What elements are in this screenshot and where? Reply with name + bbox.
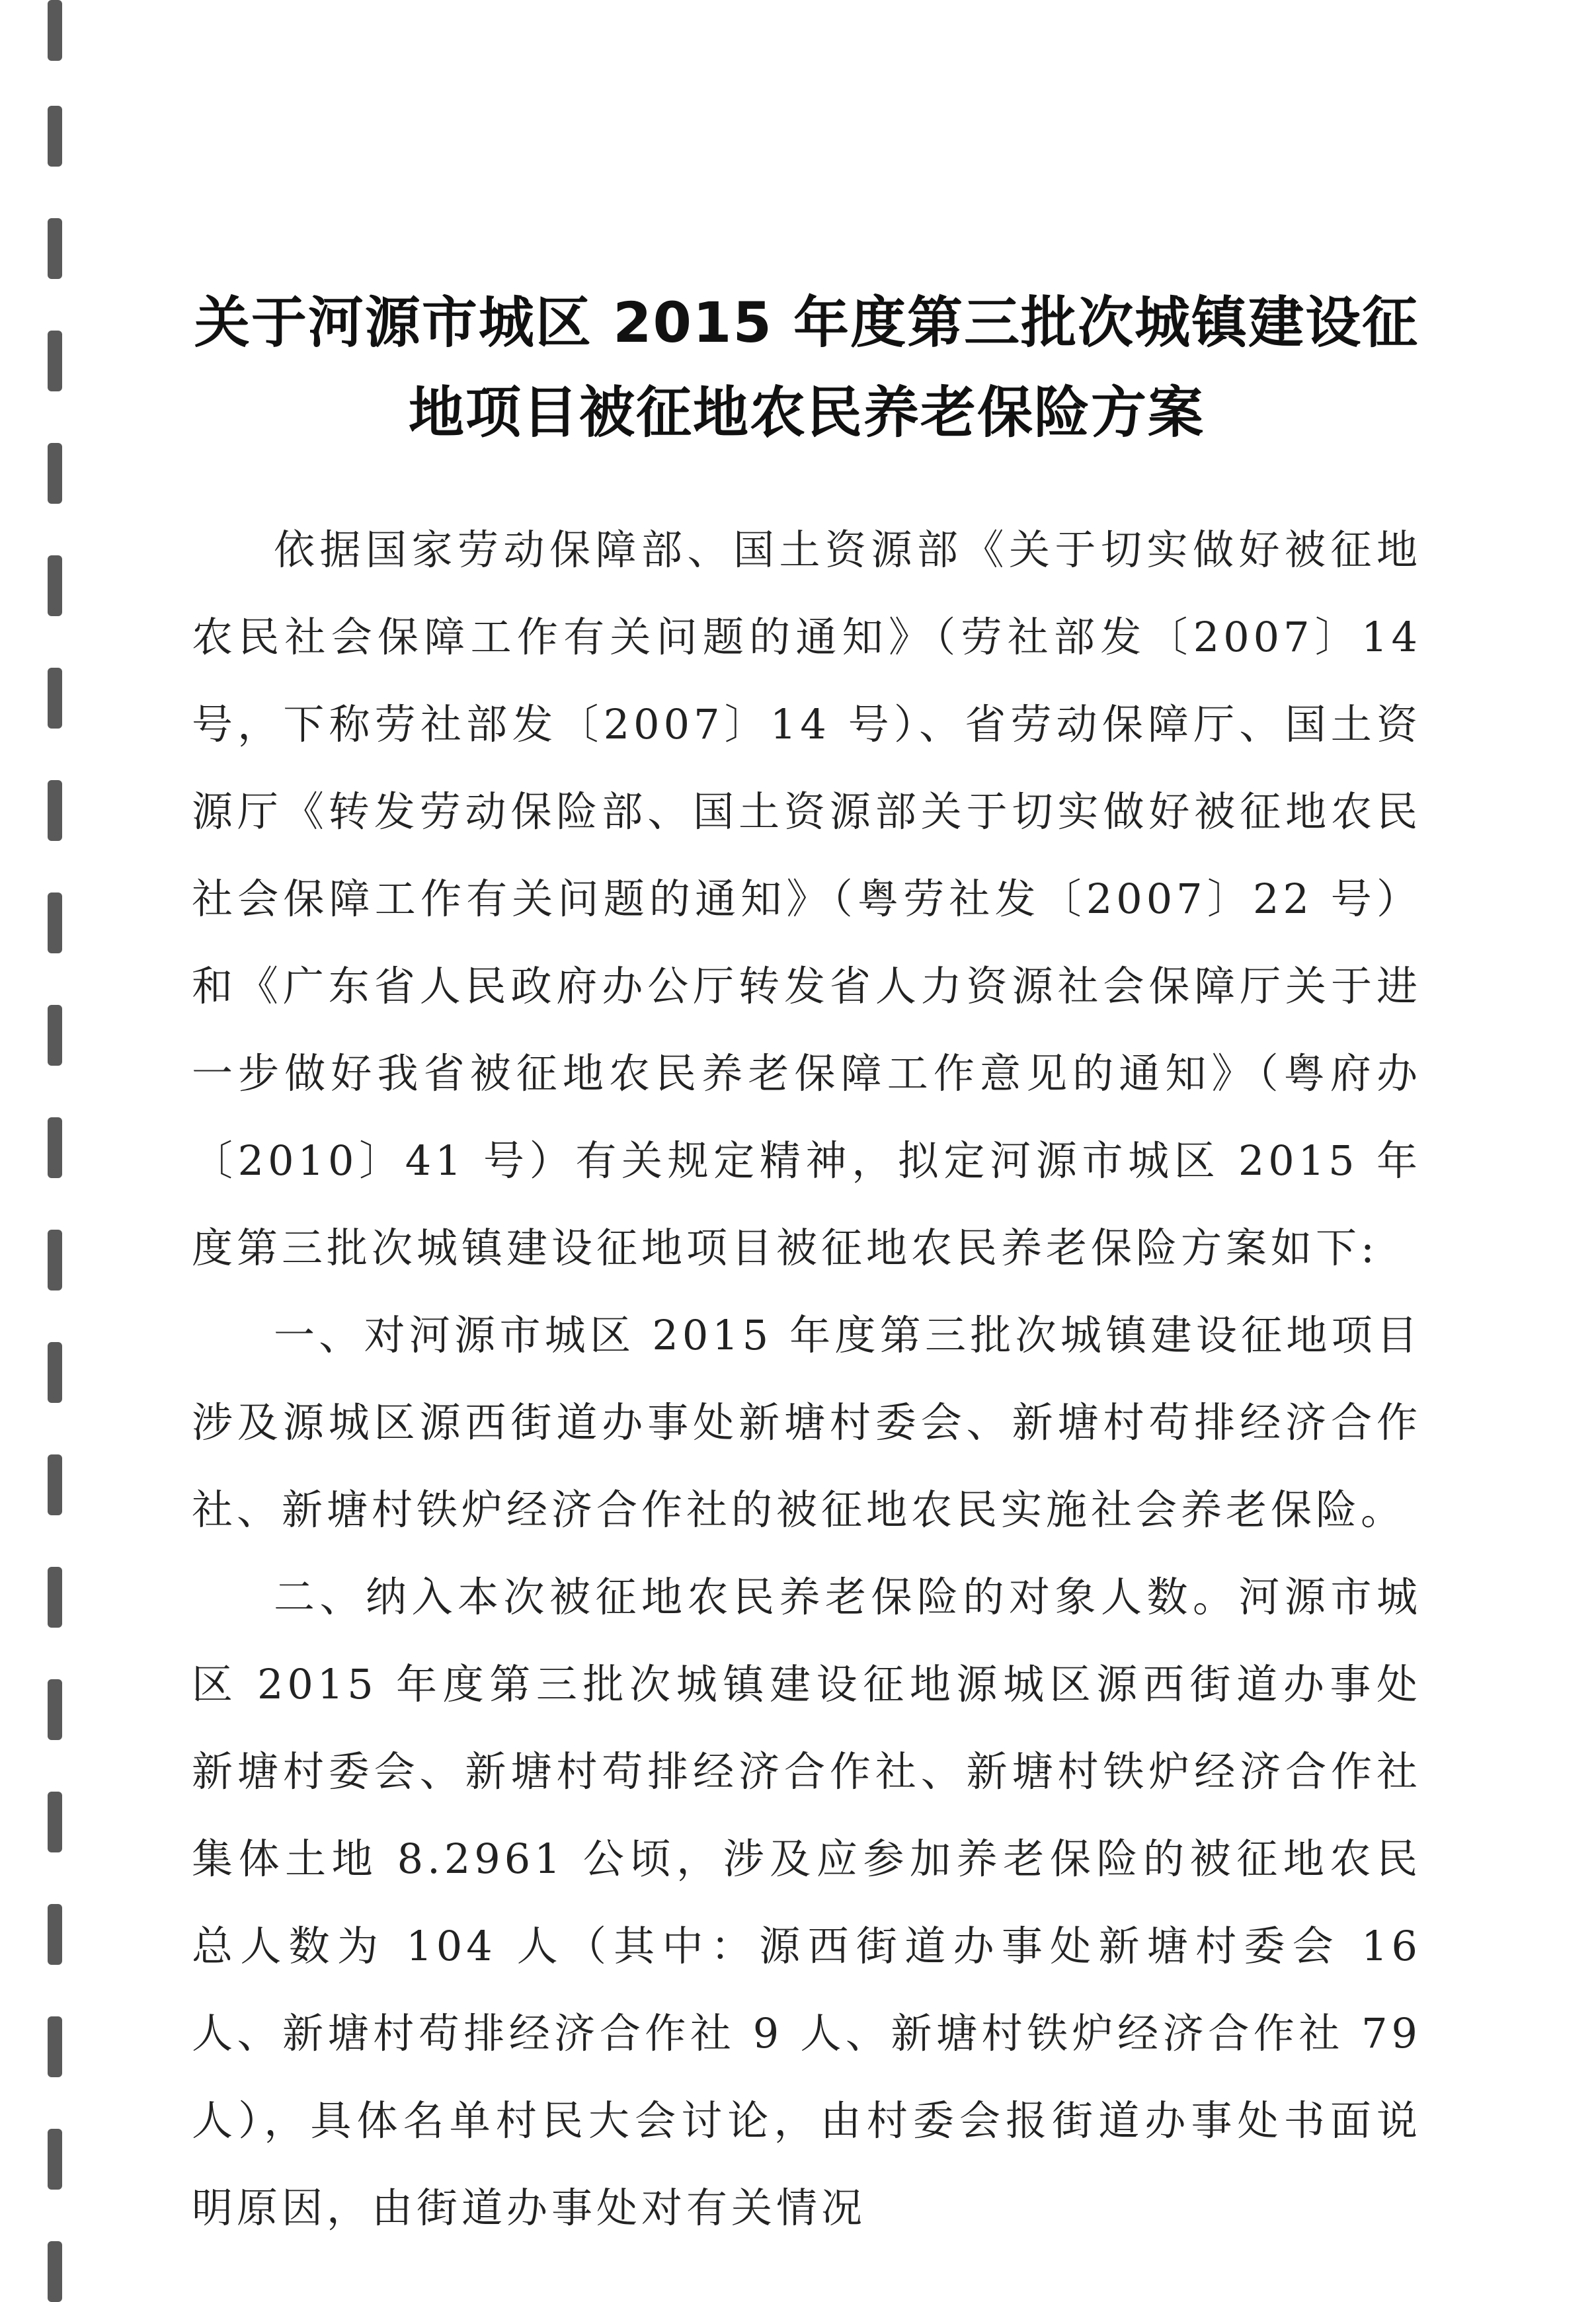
document-page (192, 278, 1421, 2252)
binding-mark (48, 443, 62, 504)
binding-mark (48, 2241, 62, 2302)
binding-mark (48, 1904, 62, 1965)
binding-mark (48, 1342, 62, 1403)
document-title-line-2: 地项目被征地农民养老保险方案 (408, 380, 1205, 445)
binding-mark (48, 1792, 62, 1852)
binding-mark (48, 1567, 62, 1628)
binding-mark (48, 1117, 62, 1178)
binding-mark (48, 668, 62, 729)
binding-mark (48, 780, 62, 841)
binding-mark (48, 1005, 62, 1066)
paragraph-basis: 依据国家劳动保障部、国土资源部《关于切实做好被征地农民社会保障工作有关问题的通知》（劳社部发〔2007〕14 号，下称劳社部发〔2007〕14 号）、省劳动保障厅、国土资源厅《转发劳动保险部、国土资源部关于切实做好被征地农民社会保障工作有关问题的通知》（粤劳社发〔2007〕22 号）和《广东省人民政府办公厅转发省人力资源社会保障厅关于进一步做好我省被征地农民养老保障工作意见的通知》（粤府办〔2010〕41 号）有关规定精神，拟定河源市城区 2015 年度第三批次城镇建设征地项目被征地农民养老保险方案如下: (192, 526, 1421, 1272)
binding-hole-marks (48, 0, 74, 2286)
binding-mark (48, 555, 62, 616)
binding-mark (48, 2016, 62, 2077)
binding-mark (48, 0, 62, 61)
binding-mark (48, 893, 62, 953)
binding-mark (48, 1454, 62, 1515)
binding-mark (48, 218, 62, 279)
binding-mark (48, 1230, 62, 1290)
binding-mark (48, 2129, 62, 2190)
binding-mark (48, 1679, 62, 1740)
document-title (192, 278, 1421, 457)
binding-mark (48, 331, 62, 391)
document-body (192, 506, 1421, 2252)
paragraph-item-2: 二、纳入本次被征地农民养老保险的对象人数。河源市城区 2015 年度第三批次城镇建设征地源城区源西街道办事处新塘村委会、新塘村苟排经济合作社、新塘村铁炉经济合作社集体土地 8.2961 公顷，涉及应参加养老保险的被征地农民总人数为 104 人（其中：源西街道办事处新塘村委会 16 人、新塘村苟排经济合作社 9 人、新塘村铁炉经济合作社 79 人），具体名单村民大会讨论，由村委会报街道办事处书面说明原因，由街道办事处对有关情况 (192, 1573, 1421, 2232)
paragraph-item-1: 一、对河源市城区 2015 年度第三批次城镇建设征地项目涉及源城区源西街道办事处新塘村委会、新塘村苟排经济合作社、新塘村铁炉经济合作社的被征地农民实施社会养老保险。 (192, 1311, 1421, 1534)
binding-mark (48, 106, 62, 167)
document-title-line-1: 关于河源市城区 2015 年度第三批次城镇建设征 (194, 290, 1419, 355)
